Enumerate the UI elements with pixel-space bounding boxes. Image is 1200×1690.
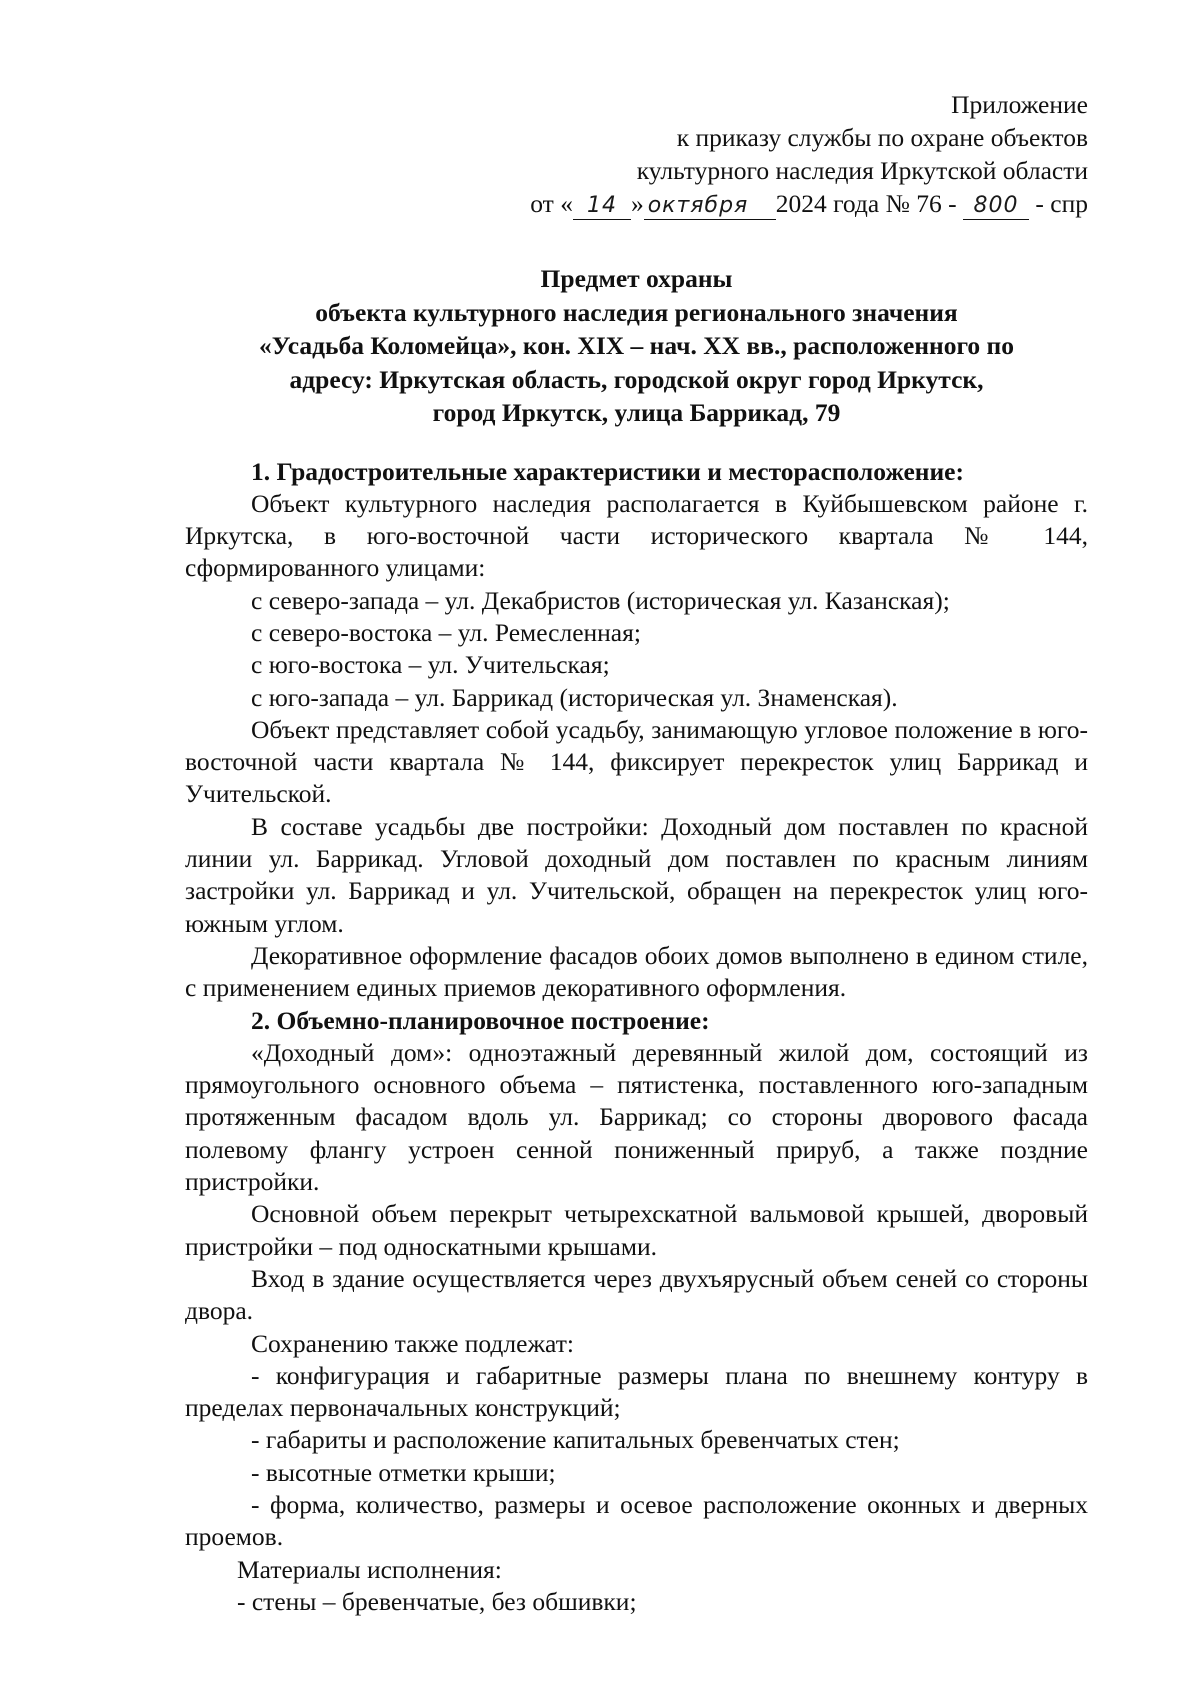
appendix-authority: культурного наследия Иркутской области (636, 156, 1088, 185)
section-1-paragraph-3: В составе усадьбы две постройки: Доходный дом поставлен по красной линии ул. Баррикад. Угловой доходный дом поставлен по красным линиям застройки ул. Баррикад и ул. Учительской, обращен на перекресток улиц юго-южным углом. (185, 811, 1088, 938)
street-southeast: с юго-востока – ул. Учительская; (251, 650, 610, 680)
section-1-heading: 1. Градостроительные характеристики и месторасположение: (251, 456, 964, 486)
title-line-1: Предмет охраны (540, 264, 733, 293)
order-prefix: от « (530, 189, 573, 218)
document-title (185, 262, 1088, 430)
street-northeast: с северо-востока – ул. Ремесленная; (251, 617, 641, 647)
section-2-paragraph-4: Сохранению также подлежат: (251, 1328, 574, 1358)
section-2 (185, 1005, 1088, 1619)
section-1-paragraph-4: Декоративное оформление фасадов обоих домов выполнено в едином стиле, с применением единых приемов декоративного оформления. (185, 940, 1088, 1003)
preserve-item-3: - высотные отметки крыши; (251, 1457, 556, 1487)
preserve-item-2: - габариты и расположение капитальных бревенчатых стен; (251, 1425, 900, 1455)
order-date-line (185, 187, 1088, 220)
appendix-label: Приложение (951, 90, 1088, 119)
section-1-paragraph-2: Объект представляет собой усадьбу, занимающую угловое положение в юго-восточной части квартала № 144, фиксирует перекресток улиц Баррикад и Учительской. (185, 714, 1088, 809)
section-1 (185, 456, 1088, 1005)
section-2-paragraph-1: «Доходный дом»: одноэтажный деревянный жилой дом, состоящий из прямоугольного основного объема – пятистенка, поставленного юго-западным протяженным фасадом вдоль ул. Баррикад; со стороны дворового фасада полевому флангу устроен сенной пониженный прируб, а также поздние пристройки. (185, 1037, 1088, 1197)
appendix-order-ref: к приказу службы по охране объектов (676, 123, 1088, 152)
title-line-5: город Иркутск, улица Баррикад, 79 (432, 398, 841, 427)
preserve-item-4: - форма, количество, размеры и осевое расположение оконных и дверных проемов. (185, 1490, 1088, 1552)
materials-item-1: - стены – бревенчатые, без обшивки; (237, 1586, 637, 1616)
section-1-paragraph-1: Объект культурного наследия располагается в Куйбышевском районе г. Иркутска, в юго-восточной части исторического квартала № 144, сформированного улицами: (185, 488, 1088, 583)
street-southwest: с юго-запада – ул. Баррикад (историческая ул. Знаменская). (251, 682, 898, 712)
section-2-paragraph-3: Вход в здание осуществляется через двухъярусный объем сеней со стороны двора. (185, 1263, 1088, 1326)
section-2-heading: 2. Объемно-планировочное построение: (251, 1005, 710, 1035)
order-year-text: 2024 года № 76 - (775, 189, 957, 218)
materials-label: Материалы исполнения: (237, 1554, 502, 1584)
appendix-header (185, 88, 1088, 220)
order-month-handwritten: октября (644, 193, 776, 220)
title-line-2: объекта культурного наследия регионального значения (315, 297, 958, 327)
title-line-3: «Усадьба Коломейца», кон. XIX – нач. XX вв., расположенного по (258, 331, 1014, 360)
order-suffix: - спр (1035, 189, 1088, 218)
section-2-paragraph-2: Основной объем перекрыт четырехскатной вальмовой крышей, дворовый пристройки – под односкатными крышами. (185, 1199, 1088, 1261)
preserve-item-1: - конфигурация и габаритные размеры плана по внешнему контуру в пределах первоначальных конструкций; (185, 1360, 1088, 1423)
street-northwest: с северо-запада – ул. Декабристов (историческая ул. Казанская); (251, 585, 950, 615)
order-number-handwritten: 800 (963, 193, 1029, 220)
order-mid: » (630, 189, 644, 218)
title-line-4: адресу: Иркутская область, городской округ город Иркутск, (289, 364, 984, 394)
order-day-handwritten: 14 (573, 193, 631, 220)
